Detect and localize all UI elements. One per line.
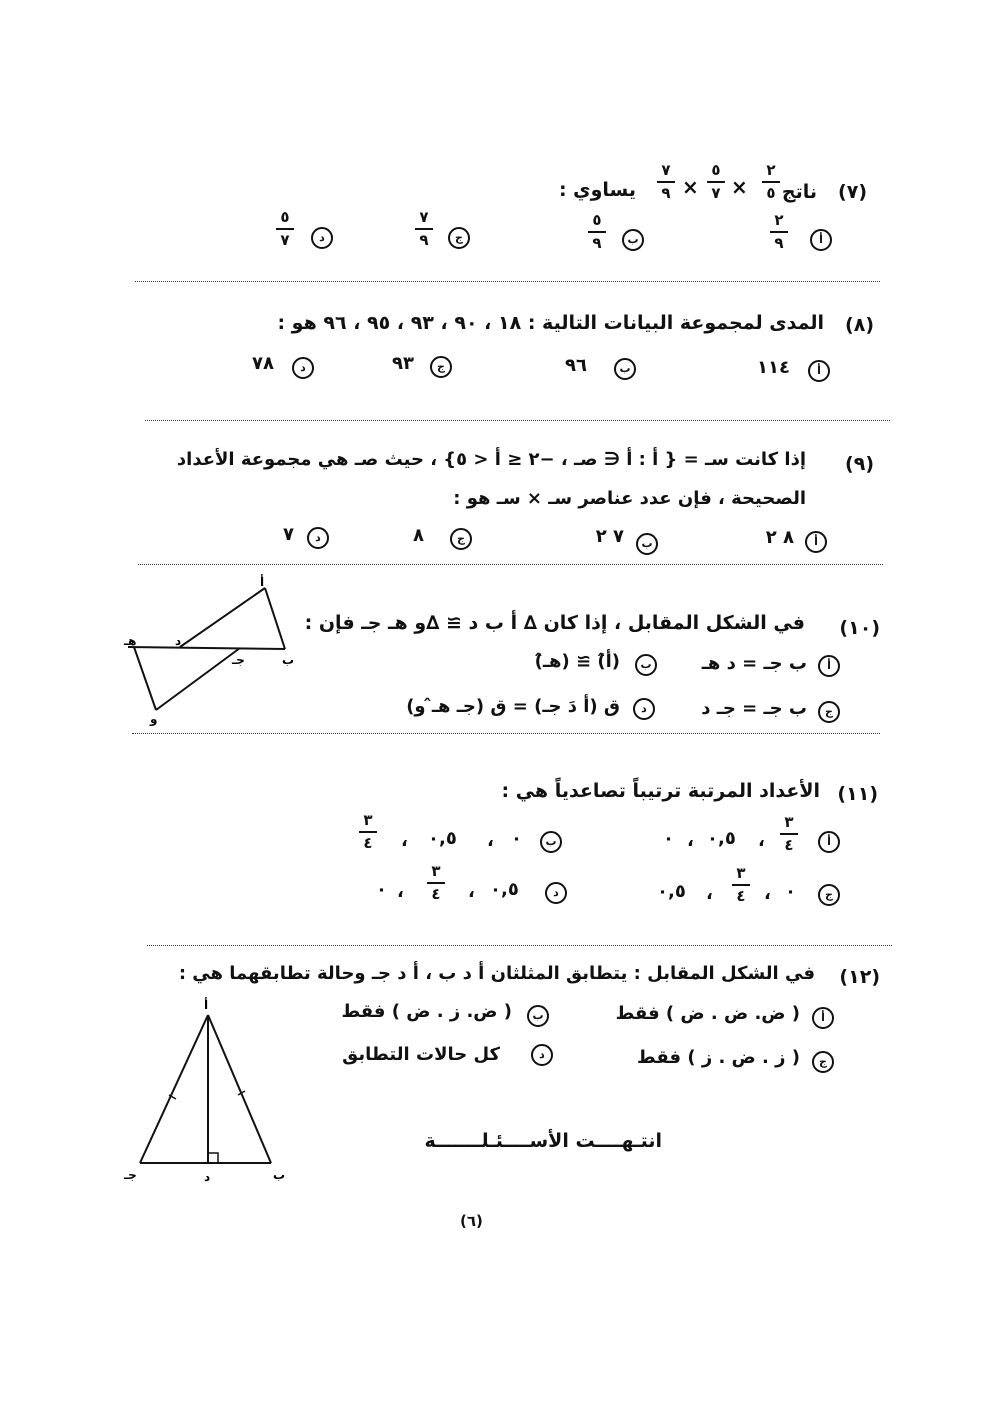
q9-line2: الصحيحة ، فإن عدد عناصر سـ × سـ هو : [453,488,806,509]
q7-option-d-fraction: ٥ ٧ [274,210,296,248]
separator [135,281,880,282]
q11-option-d-zero: ٠ [376,879,387,900]
q7-option-c-marker[interactable]: ج [448,227,470,249]
q12-right-angle-marker [208,1153,218,1163]
q12-label-d: د [204,1170,211,1184]
q10-option-d-text: ق (أ دَ جـ) = ق (جـ هـ̂ و) [406,696,620,717]
q11-option-d-half: ٠,٥ [490,879,519,900]
q11-option-a-comma-1: ، [758,830,765,851]
q12-side-a-b [208,1015,271,1163]
q12-option-d-text: كل حالات التطابق [342,1044,500,1065]
q9-number: (٩) [845,453,874,475]
q12-option-b-marker[interactable]: ب [527,1005,549,1027]
q7-option-a-fraction: ٢ ٩ [768,213,790,251]
q11-option-d-comma-1: ، [468,881,475,902]
q12-option-a-marker[interactable]: أ [812,1007,834,1029]
q11-option-d-comma-2: ، [397,881,404,902]
q12-option-c-text: ( ز . ض . ز ) فقط [637,1047,800,1068]
q8-option-b-value: ٩٦ [565,355,587,376]
q7-fraction-3: ٧ ٩ [655,163,677,201]
q11-option-b-marker[interactable]: ب [540,831,562,853]
q11-option-c-fraction: ٣ ٤ [730,866,752,904]
q11-option-b-comma-2: ، [401,830,408,851]
q11-option-c-half: ٠,٥ [657,881,686,902]
q7-option-b-fraction: ٥ ٩ [586,213,608,251]
q10-option-c-text: ب جـ = جـ د [701,698,807,719]
q9-option-d-value: ٧ [283,524,294,545]
q7-option-a-marker[interactable]: أ [810,229,832,251]
q12-figure-isosceles-triangle [118,995,298,1185]
q10-segment-a-b [265,588,285,649]
q7-prefix: ناتج [781,181,817,203]
q11-option-d-fraction: ٣ ٤ [425,864,447,902]
q10-option-a-text: ب جـ = د هـ [701,653,807,674]
q8-option-d-marker[interactable]: د [292,357,314,379]
q9-line1: إذا كانت سـ = { أ : أ ∈ صـ ، −٢ ≤ أ < ٥} ، حيث صـ هي مجموعة الأعداد [176,449,806,470]
page-number: (٦) [460,1212,483,1230]
q8-text: المدى لمجموعة البيانات التالية : ١٨ ، ٩٠ ، ٩٣ ، ٩٥ ، ٩٦ هو : [277,312,824,334]
q7-number: (٧) [838,181,867,203]
q10-label-b: ب [282,653,295,667]
q11-option-a-comma-2: ، [687,830,694,851]
q12-option-a-text: ( ض. ض . ض ) فقط [615,1003,800,1024]
q11-option-c-comma-1: ، [764,883,771,904]
q11-option-b-half: ٠,٥ [428,828,457,849]
q12-option-d-marker[interactable]: د [531,1044,553,1066]
q10-segment-a-d [180,588,265,647]
q11-option-b-comma-1: ، [487,830,494,851]
q12-label-j: جـ [124,1168,137,1182]
q11-number: (١١) [837,783,878,805]
q8-option-d-value: ٧٨ [252,353,274,374]
q10-figure-two-triangles [120,570,300,730]
q10-option-b-text: (أ̂) ≅ (هـ̂) [534,651,620,672]
q12-label-b: ب [273,1168,286,1182]
q8-option-c-marker[interactable]: ج [430,356,452,378]
q7-fraction-1: ٢ ٥ [760,163,782,201]
q7-option-d-marker[interactable]: د [311,227,333,249]
q12-label-a: أ [204,998,209,1012]
end-of-questions: انتـهــــت الأســــئـلـــــــة [424,1130,662,1152]
q12-option-b-text: ( ض. ز . ض ) فقط [341,1001,512,1022]
q9-option-c-value: ٨ [413,525,424,546]
q10-option-a-marker[interactable]: أ [818,655,840,677]
separator [145,420,890,421]
q7-times-2: × [682,175,699,199]
q12-side-a-j [140,1015,208,1163]
separator [147,945,892,946]
q12-text: في الشكل المقابل : يتطابق المثلثان أ د ب ، أ د جـ وحالة تطابقهما هي : [178,963,815,984]
q7-option-c-fraction: ٧ ٩ [413,210,435,248]
q9-option-b-value: ٧ ٢ [595,526,624,547]
q10-text: في الشكل المقابل ، إذا كان ∆ أ ب د ≅ ∆و هـ جـ فإن : [304,612,805,634]
q7-suffix: يساوي : [558,179,636,201]
q8-option-a-value: ١١٤ [757,357,790,378]
q11-option-b-zero: ٠ [511,828,522,849]
q10-label-h: هـ [124,634,137,648]
q10-segment-h-w [134,647,156,710]
q9-option-a-value: ٨ ٢ [765,527,794,548]
q11-option-a-zero: ٠ [663,828,674,849]
q11-text: الأعداد المرتبة ترتيباً تصاعدياً هي : [501,780,820,802]
q10-label-w: و [150,712,158,726]
q7-times-1: × [731,175,748,199]
q10-label-d: د [175,634,182,648]
q11-option-c-zero: ٠ [785,881,796,902]
q11-option-d-marker[interactable]: د [545,882,567,904]
q10-option-c-marker[interactable]: ج [818,701,840,723]
q11-option-c-comma-2: ، [706,883,713,904]
q9-option-b-marker[interactable]: ب [636,533,658,555]
q7-fraction-2: ٥ ٧ [705,163,727,201]
q12-option-c-marker[interactable]: ج [812,1051,834,1073]
q10-label-a: أ [260,575,265,589]
q9-option-a-marker[interactable]: أ [805,531,827,553]
q8-option-b-marker[interactable]: ب [614,358,636,380]
q10-number: (١٠) [839,617,880,639]
q11-option-a-fraction: ٣ ٤ [778,815,800,853]
q9-option-d-marker[interactable]: د [307,527,329,549]
q10-label-j: جـ [232,653,245,667]
separator [132,733,880,734]
q8-number: (٨) [845,314,874,336]
q8-option-a-marker[interactable]: أ [808,360,830,382]
q8-option-c-value: ٩٣ [392,353,414,374]
q10-option-d-marker[interactable]: د [633,698,655,720]
q11-option-c-marker[interactable]: ج [818,884,840,906]
q11-option-b-fraction: ٣ ٤ [357,813,379,851]
q10-segment-w-j [156,648,240,710]
q12-number: (١٢) [839,966,880,988]
q10-segment-base [128,647,285,649]
q11-option-a-marker[interactable]: أ [818,831,840,853]
q10-option-b-marker[interactable]: ب [635,654,657,676]
q9-option-c-marker[interactable]: ج [450,528,472,550]
q11-option-a-half: ٠,٥ [707,828,736,849]
separator [138,564,883,565]
q7-option-b-marker[interactable]: ب [622,229,644,251]
